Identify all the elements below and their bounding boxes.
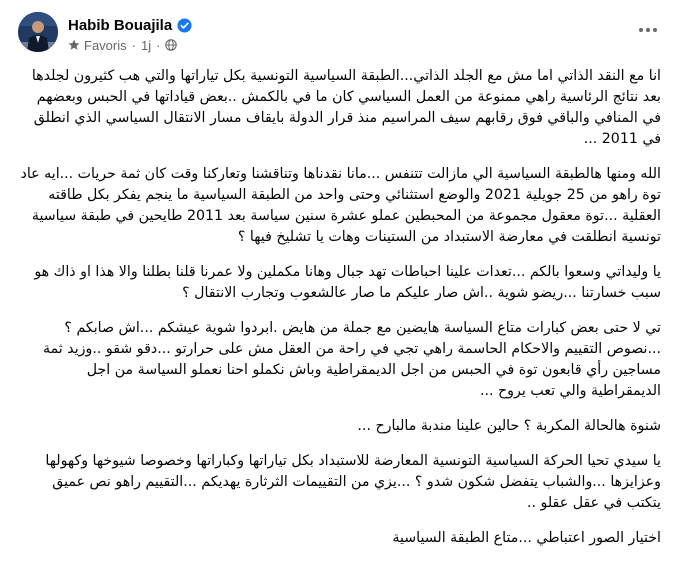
post-paragraph: تي لا حتى بعض كبارات متاع السياسة هايضين مع جملة من هايض .ابردوا شوية عيشكم ...اش صابكم ؟ ...نصوص التقييم والاحكام الحاسمة راهي تجي في راحة من العقل مش على حرارتو ...دقو شقو ..وزيد ثمة مساجين رأي قابعون توة في الحبس من اجل الديمقراطية وباش نكملو احنا نعملو السياسة من اجل الديمقراطية والي تعب يروح ... — [43, 320, 661, 399]
post-paragraph: انا مع النقد الذاتي اما مش مع الجلد الذاتي...الطبقة السياسية التونسية بكل تياراتها والتي هب كثيرون لجلدها بعد نتائج الرئاسية راهي ممنوعة من العمل السياسي كان ما في بالكمش ..بعض قياداتها في الحبس وبعضهم في المنافي والباقي فوق رقابهم سيف المراسيم منذ قرار الدولة بايقاف مسار الانتقال السياسي الذي انطلق في 2011 ... — [31, 68, 661, 147]
meta-separator: · — [156, 37, 161, 53]
post-paragraph: الله ومنها هالطبقة السياسية الي مازالت تتنفس ...مانا نقدناها وتناقشنا وتعاركنا وقت كان ثمة حريات ...ايه عاد توة راهو من 25 جويلية 2021 والوضع استثنائي وحتى واحد من الطبقة السياسية ما ينجم يفكر بكل طاقته العقلية ...توة معقول مجموعة من المحبطين عملو عشرة سنين سياسة بعد 2011 طايحين في طبقة سياسية تونسية انطلقت في معارضة الاستبداد من الستينات وهات يا تشليخ فيها ؟ — [20, 166, 661, 245]
post-body — [20, 66, 661, 563]
meta-separator: · — [131, 37, 136, 53]
globe-icon[interactable] — [165, 39, 177, 51]
post-paragraph: اختيار الصور اعتباطي ...متاع الطبقة السياسية — [392, 530, 661, 546]
avatar[interactable] — [18, 12, 58, 52]
post-paragraph: شنوة هالحالة المكربة ؟ حالين علينا مندبة مالبارح ... — [357, 418, 661, 434]
author-name[interactable]: Habib Bouajila — [68, 16, 173, 34]
post-meta — [68, 37, 177, 53]
audience-label[interactable]: Favoris — [84, 37, 127, 53]
star-icon — [68, 39, 80, 51]
avatar-image — [18, 12, 58, 52]
post-paragraph: يا سيدي تحيا الحركة السياسية التونسية المعارضة للاستبداد بكل تياراتها وكباراتها وخصوصا شيوخها وكهولها وعزايزها ...والشباب يتفضل شكون شدو ؟ ...يزي من التقييمات الثرثارة يهديكم ...التقييم راهو نص عميق يتكتب في عقل عقلو .. — [45, 453, 661, 511]
post-paragraph: يا وليداتي وسعوا بالكم ...تعدات علينا احباطات تهد جبال وهانا مكملين ولا عمرنا قلنا بطلنا والا هذا او ذاك هو سبب خسارتنا ...ريضو شوية ..اش صار عليكم ما صار عالشعوب وتجارب الانتقال ؟ — [34, 264, 661, 301]
post-timestamp[interactable]: 1j — [140, 37, 152, 53]
verified-badge-icon — [177, 18, 192, 33]
author-row — [68, 15, 192, 35]
post-header — [18, 12, 685, 56]
more-options-icon[interactable] — [633, 18, 663, 42]
